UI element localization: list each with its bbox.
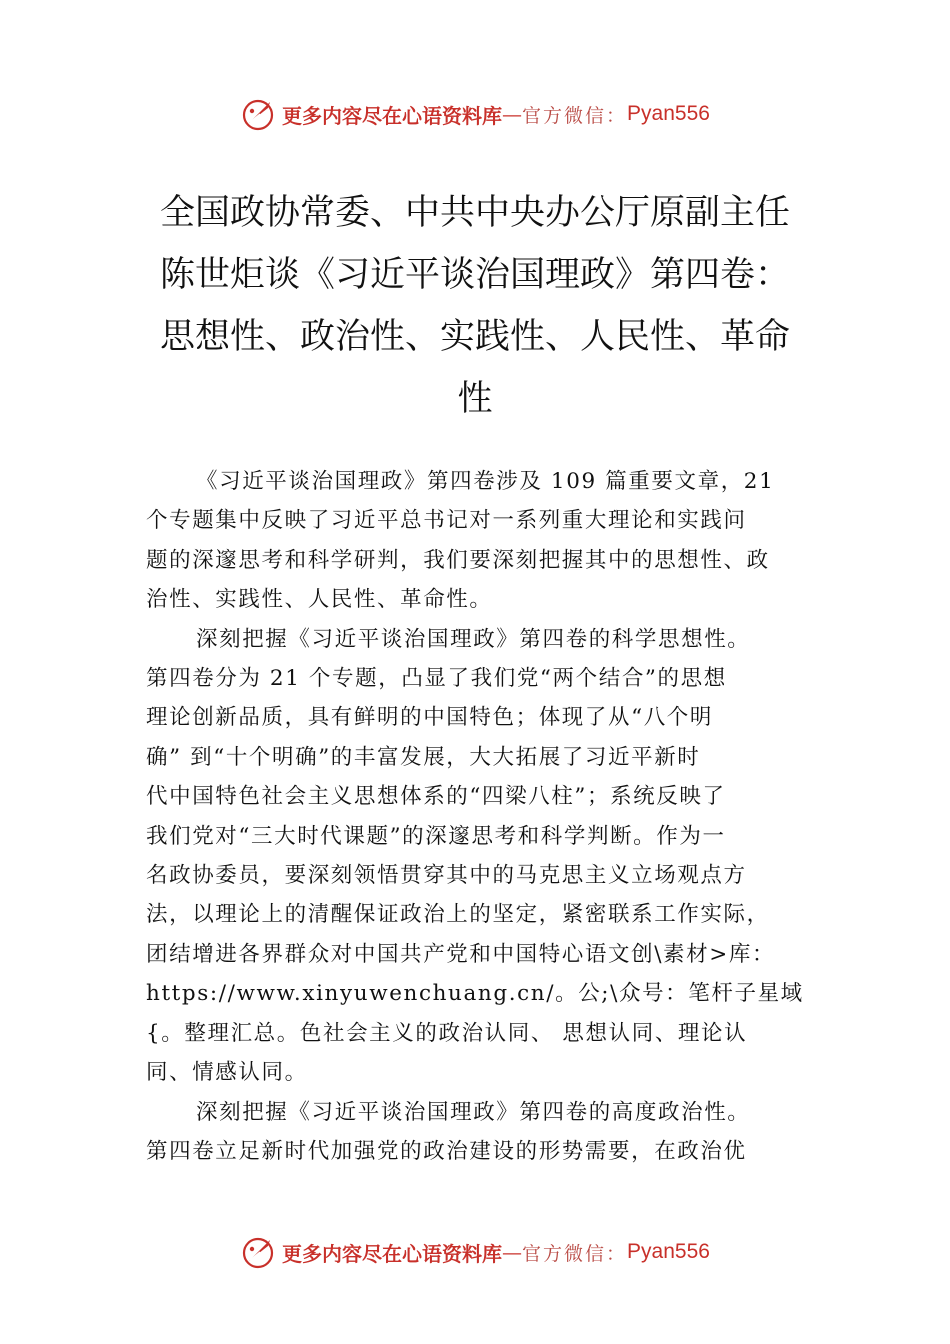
body-line: 代中国特色社会主义思想体系的“四梁八柱”；系统反映了 <box>146 784 726 810</box>
body-line: 理论创新品质，具有鲜明的中国特色；体现了从“八个明 <box>146 705 713 731</box>
title-line: 思想性、政治性、实践性、人民性、革命 <box>159 317 790 357</box>
page-header-watermark <box>0 94 950 134</box>
title-line: 性 <box>457 379 493 419</box>
body-line: {。整理汇总。色社会主义的政治认同、 思想认同、理论认 <box>146 1020 748 1046</box>
body-line: 《习近平谈治国理政》第四卷涉及 109 篇重要文章，21 <box>196 469 775 494</box>
body-line: 团结增进各界群众对中国共产党和中国特心语文创\素材>库： <box>146 941 776 967</box>
body-line: 确” 到“十个明确”的丰富发展，大大拓展了习近平新时 <box>146 744 701 770</box>
body-line: 同、情感认同。 <box>146 1060 308 1086</box>
article-body <box>146 462 836 1171</box>
body-line: 治性、实践性、人民性、革命性。 <box>146 587 493 613</box>
brand-slogan: 更多内容尽在心语资料库 <box>282 1241 503 1266</box>
body-line: 我们党对“三大时代课题”的深邃思考和科学判断。作为一 <box>146 823 726 849</box>
body-line: 深刻把握《习近平谈治国理政》第四卷的科学思想性。 <box>196 626 751 652</box>
quill-pen-seal-icon <box>240 1234 276 1270</box>
quill-pen-seal-icon <box>240 96 276 132</box>
body-line: 个专题集中反映了习近平总书记对一系列重大理论和实践问 <box>146 508 747 534</box>
title-line: 全国政协常委、中共中央办公厅原副主任 <box>159 193 790 233</box>
article-title <box>130 182 820 430</box>
brand-dash: — <box>502 1240 523 1264</box>
page-footer-watermark <box>0 1232 950 1272</box>
brand-dash: — <box>502 102 523 126</box>
body-line: 第四卷分为 21 个专题，凸显了我们党“两个结合”的思想 <box>146 666 727 692</box>
body-line: 法，以理论上的清醒保证政治上的坚定，紧密联系工作实际， <box>146 902 770 928</box>
brand-slogan: 更多内容尽在心语资料库 <box>282 103 503 128</box>
brand-wechat-id: Pyan556 <box>627 102 710 125</box>
body-line: 第四卷立足新时代加强党的政治建设的形势需要，在政治优 <box>146 1138 747 1164</box>
brand-wechat-label: 官方微信： <box>522 104 628 127</box>
body-line: 深刻把握《习近平谈治国理政》第四卷的高度政治性。 <box>196 1099 751 1125</box>
brand-wechat-id: Pyan556 <box>627 1240 710 1263</box>
body-line: 名政协委员，要深刻领悟贯穿其中的马克思主义立场观点方 <box>146 863 747 889</box>
brand-wechat-label: 官方微信： <box>522 1242 628 1265</box>
body-line: https://www.xinyuwenchuang.cn/。公;\众号：笔杆子星域 <box>146 981 804 1007</box>
title-line: 陈世炬谈《习近平谈治国理政》第四卷： <box>159 255 790 295</box>
body-line: 题的深邃思考和科学研判，我们要深刻把握其中的思想性、政 <box>146 547 770 573</box>
